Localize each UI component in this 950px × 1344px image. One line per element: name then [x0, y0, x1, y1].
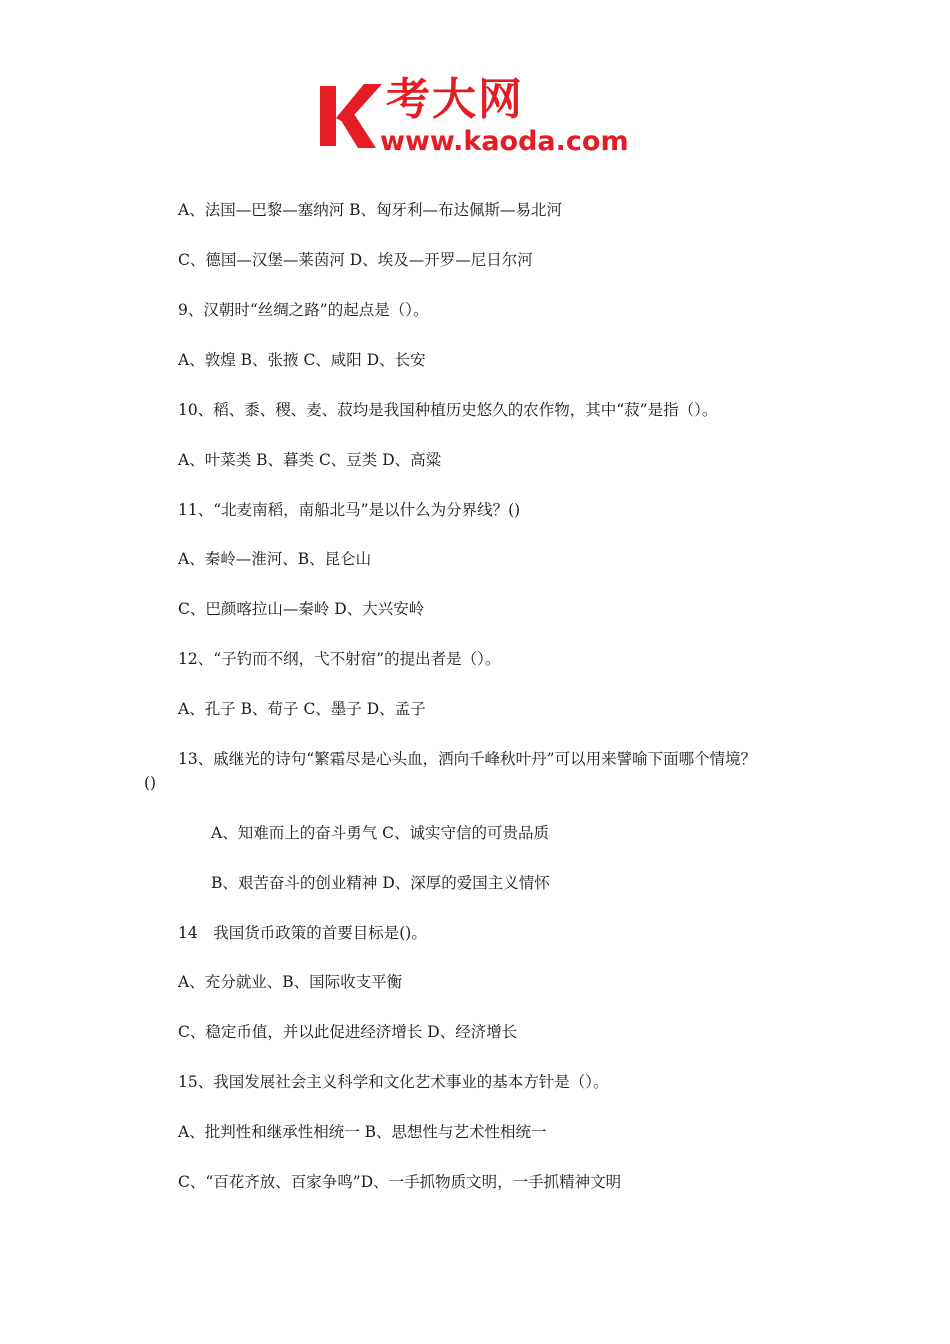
options-12: A、孔子 B、荀子 C、墨子 D、孟子 [178, 700, 426, 718]
options-15-ab: A、批判性和继承性相统一 B、思想性与艺术性相统一 [178, 1123, 547, 1141]
options-14-ab: A、充分就业、B、国际收支平衡 [178, 973, 403, 991]
question-15: 15、我国发展社会主义科学和文化艺术事业的基本方针是（）。 [178, 1073, 609, 1091]
options-11-cd: C、巴颜喀拉山—秦岭 D、大兴安岭 [178, 600, 425, 618]
kaoda-logo [318, 74, 638, 160]
question-12: 12、“子钓而不纲，弋不射宿”的提出者是（）。 [178, 650, 501, 668]
option-line-8ab: A、法国—巴黎—塞纳河 B、匈牙利—布达佩斯—易北河 [178, 201, 563, 219]
options-13-ac: A、知难而上的奋斗勇气 C、诚实守信的可贵品质 [211, 824, 549, 842]
k-logo-icon [318, 78, 384, 152]
options-13-bd: B、艰苦奋斗的创业精神 D、深厚的爱国主义情怀 [211, 874, 550, 892]
question-9: 9、汉朝时“丝绸之路”的起点是（）。 [178, 301, 429, 319]
question-14: 14 我国货币政策的首要目标是()。 [178, 924, 427, 942]
question-13-continued: () [144, 774, 157, 792]
option-line-8cd: C、德国—汉堡—莱茵河 D、埃及—开罗—尼日尔河 [178, 251, 533, 269]
options-10: A、叶菜类 B、暮类 C、豆类 D、高粱 [178, 451, 442, 469]
question-13: 13、戚继光的诗句“繁霜尽是心头血，洒向千峰秋叶丹”可以用来譬喻下面哪个情境？ [178, 750, 757, 768]
options-11-ab: A、秦岭—淮河、B、昆仑山 [178, 550, 372, 568]
options-9: A、敦煌 B、张掖 C、咸阳 D、长安 [178, 351, 426, 369]
question-10: 10、稻、黍、稷、麦、菽均是我国种植历史悠久的农作物，其中“菽”是指（）。 [178, 401, 718, 419]
options-15-cd: C、“百花齐放、百家争鸣”D、一手抓物质文明，一手抓精神文明 [178, 1173, 622, 1191]
options-14-cd: C、稳定币值，并以此促进经济增长 D、经济增长 [178, 1023, 518, 1041]
question-11: 11、“北麦南稻，南船北马”是以什么为分界线？() [178, 501, 521, 519]
logo-title: 考大网 [386, 74, 524, 125]
logo-url: www.kaoda.com [380, 126, 629, 157]
